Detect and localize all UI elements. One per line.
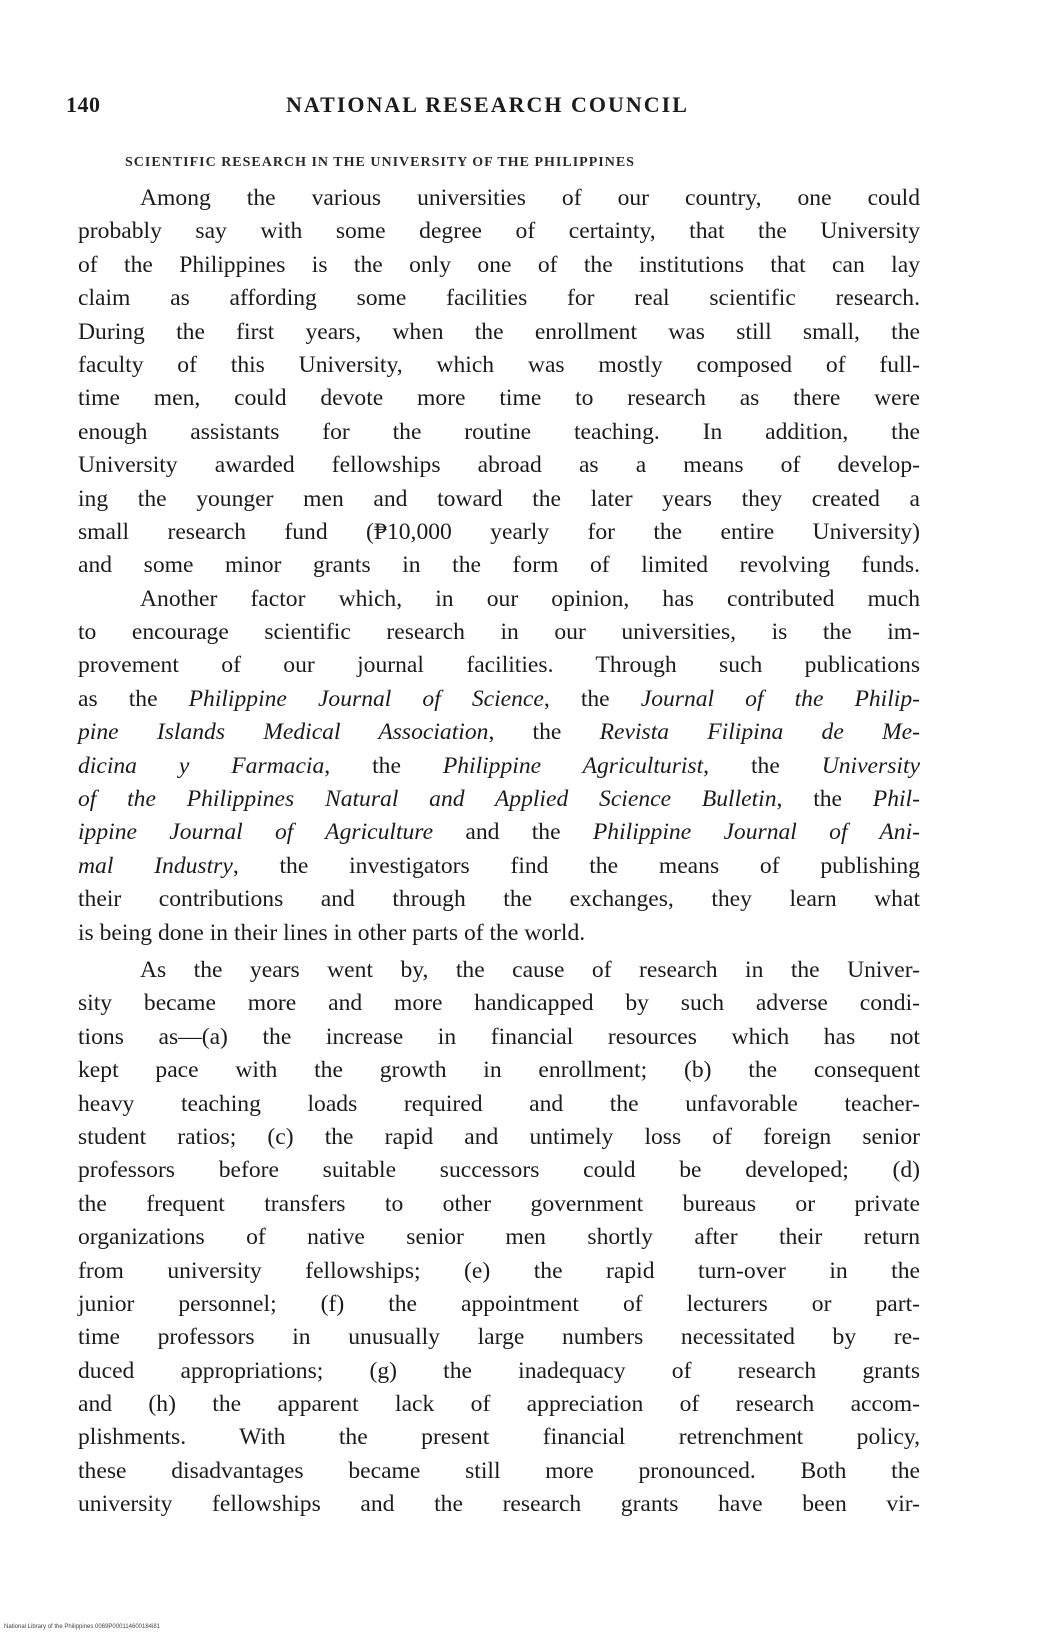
text-line: faculty of this University, which was mostly composed of full-: [78, 351, 920, 378]
text-line: sity became more and more handicapped by such adverse condi-: [78, 990, 920, 1017]
text-line: small research fund (₱10,000 yearly for the entire University): [78, 518, 920, 545]
journal-name: Philippine Journal of Ani-: [592, 819, 920, 846]
text-line: to encourage scientific research in our universities, is the im-: [78, 619, 920, 646]
text-line: kept pace with the growth in enrollment; (b) the consequent: [78, 1057, 920, 1084]
text-line: [78, 816, 920, 849]
journal-name: dicina y Farmacia: [78, 752, 325, 779]
text-run: , the investigators find the means of publishing: [232, 852, 920, 879]
text-line: time professors in unusually large numbers necessitated by re-: [78, 1324, 920, 1351]
text-line: probably say with some degree of certainty, that the University: [78, 218, 920, 245]
page-number: 140: [66, 92, 101, 117]
text-line: Among the various universities of our country, one could: [140, 185, 920, 211]
text-line: [78, 850, 920, 883]
text-line: student ratios; (c) the rapid and untimely loss of foreign senior: [78, 1123, 920, 1150]
text-line: of the Philippines is the only one of the institutions that can lay: [78, 251, 920, 278]
text-line: the frequent transfers to other government bureaus or private: [78, 1190, 920, 1217]
text-line: and (h) the apparent lack of appreciation of research accom-: [78, 1391, 920, 1418]
text-line: and some minor grants in the form of limited revolving funds.: [78, 552, 920, 579]
journal-name: pine Islands Medical Association: [78, 719, 489, 746]
text-line: During the first years, when the enrollment was still small, the: [78, 318, 920, 345]
text-line: these disadvantages became still more pronounced. Both the: [78, 1457, 920, 1484]
text-line: [78, 716, 920, 749]
body-text: [78, 182, 920, 1522]
text-line: tions as—(a) the increase in financial resources which has not: [78, 1023, 920, 1050]
journal-name: Journal of the Philip-: [640, 685, 920, 712]
text-line: ing the younger men and toward the later years they created a: [78, 485, 920, 512]
text-line: professors before suitable successors could be developed; (d): [78, 1157, 920, 1184]
article-title: SCIENTIFIC RESEARCH IN THE UNIVERSITY OF THE PHILIPPINES: [125, 155, 635, 170]
text-line: junior personnel; (f) the appointment of lecturers or part-: [78, 1290, 920, 1317]
text-line: from university fellowships; (e) the rapid turn-over in the: [78, 1257, 920, 1284]
text-run: , the: [324, 752, 443, 779]
text-run: as the: [78, 685, 189, 712]
text-line: [78, 750, 920, 783]
text-run: , the: [488, 719, 600, 746]
text-line: Another factor which, in our opinion, has contributed much: [140, 585, 920, 612]
text-line: is being done in their lines in other parts of the world.: [78, 919, 586, 946]
journal-name: mal Industry: [78, 852, 233, 879]
text-line: [78, 783, 920, 816]
text-line: As the years went by, the cause of research in the Univer-: [140, 956, 920, 983]
journal-name: Phil-: [872, 786, 920, 813]
text-line: plishments. With the present financial retrenchment policy,: [78, 1424, 920, 1451]
scan-footer: National Library of the Philippines 0069P000114600184i81: [4, 1624, 161, 1630]
text-line: their contributions and through the exchanges, they learn what: [78, 886, 920, 913]
text-line: enough assistants for the routine teaching. In addition, the: [78, 418, 920, 445]
running-head: [66, 92, 946, 128]
journal-name: ippine Journal of Agriculture: [78, 819, 434, 846]
text-run: , the: [703, 752, 822, 779]
journal-name: of the Philippines Natural and Applied Science Bulletin: [78, 786, 777, 813]
text-run: , the: [543, 685, 641, 712]
text-line: duced appropriations; (g) the inadequacy of research grants: [78, 1357, 920, 1384]
text-line: heavy teaching loads required and the unfavorable teacher-: [78, 1090, 920, 1117]
text-line: claim as affording some facilities for real scientific research.: [78, 285, 920, 312]
text-line: provement of our journal facilities. Through such publications: [78, 652, 920, 679]
journal-name: University: [821, 752, 920, 779]
paragraph-2: [78, 583, 920, 950]
text-line: organizations of native senior men shortly after their return: [78, 1224, 920, 1251]
text-line: time men, could devote more time to research as there were: [78, 385, 920, 412]
text-line: [78, 683, 920, 716]
text-line: university fellowships and the research grants have been vir-: [78, 1491, 920, 1518]
text-run: and the: [433, 819, 593, 846]
journal-name: Philippine Journal of Science: [188, 685, 544, 712]
journal-name: Revista Filipina de Me-: [599, 719, 920, 746]
journal-name: Philippine Agriculturist: [442, 752, 704, 779]
text-line: University awarded fellowships abroad as a means of develop-: [78, 452, 920, 479]
text-run: , the: [776, 786, 873, 813]
journal-title: NATIONAL RESEARCH COUNCIL: [286, 92, 689, 117]
paragraph-1: [78, 182, 920, 583]
paragraph-3: [78, 954, 920, 1522]
